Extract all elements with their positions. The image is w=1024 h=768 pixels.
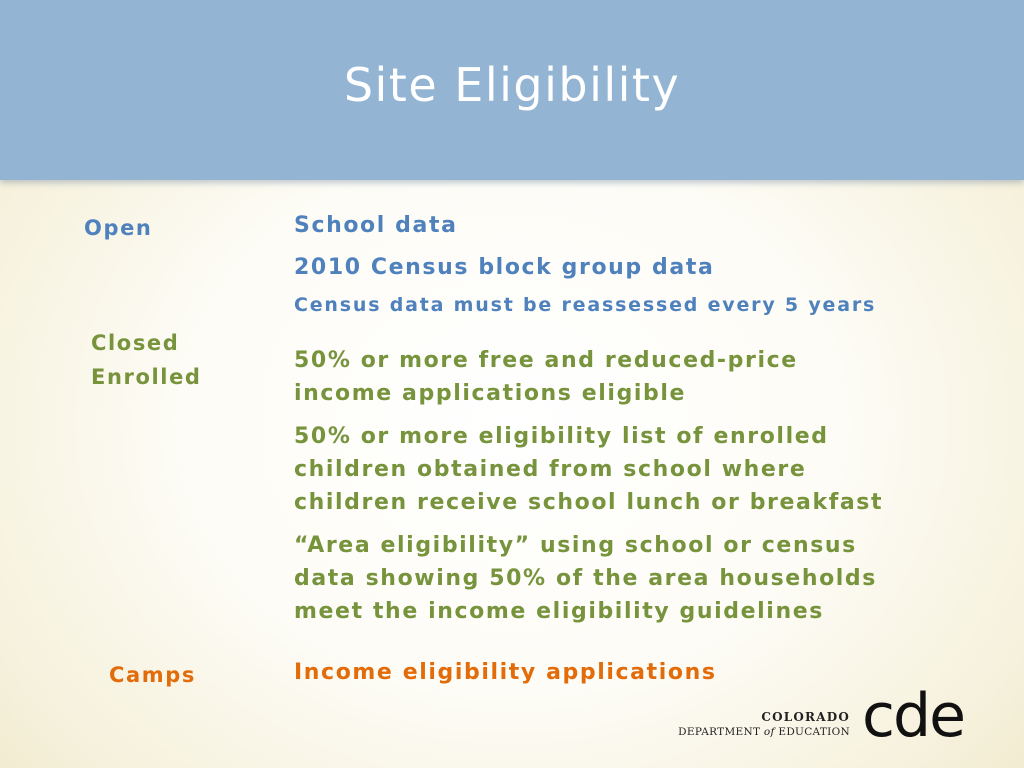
cde-logo: [678, 681, 990, 751]
camps-item-income: Income eligibility applications: [294, 660, 717, 685]
logo-line-colorado: COLORADO: [761, 710, 850, 724]
category-open: Open: [84, 216, 153, 240]
category-closed: Closed: [91, 331, 180, 355]
category-enrolled: Enrolled: [91, 365, 202, 389]
category-closed-enrolled: [91, 326, 202, 394]
open-item-school-data: School data: [294, 213, 458, 238]
title-bar: [0, 0, 1024, 180]
closed-item-free-reduced: [294, 344, 798, 410]
closed-item-area-eligibility-line: data showing 50% of the area households: [294, 566, 877, 591]
closed-item-free-reduced-line: 50% or more free and reduced-price: [294, 348, 798, 373]
open-item-census-note: Census data must be reassessed every 5 years: [294, 294, 877, 316]
closed-item-area-eligibility-line: “Area eligibility” using school or census: [294, 533, 857, 558]
closed-item-area-eligibility: [294, 529, 877, 628]
category-camps: Camps: [109, 663, 196, 687]
closed-item-free-reduced-line: income applications eligible: [294, 381, 687, 406]
logo-education: EDUCATION: [774, 726, 850, 738]
closed-item-eligibility-list: [294, 420, 883, 519]
logo-text: [678, 709, 850, 739]
closed-item-eligibility-list-line: children receive school lunch or breakfast: [294, 490, 884, 515]
logo-department: DEPARTMENT: [678, 726, 764, 738]
logo-of: of: [763, 726, 775, 738]
closed-item-area-eligibility-line: meet the income eligibility guidelines: [294, 599, 824, 624]
cde-logo-mark: cde: [862, 681, 964, 751]
closed-item-eligibility-list-line: children obtained from school where: [294, 457, 807, 482]
logo-line-department: [678, 725, 850, 739]
open-item-census: 2010 Census block group data: [294, 255, 715, 280]
slide-title: Site Eligibility: [343, 58, 681, 112]
closed-item-eligibility-list-line: 50% or more eligibility list of enrolled: [294, 424, 829, 449]
